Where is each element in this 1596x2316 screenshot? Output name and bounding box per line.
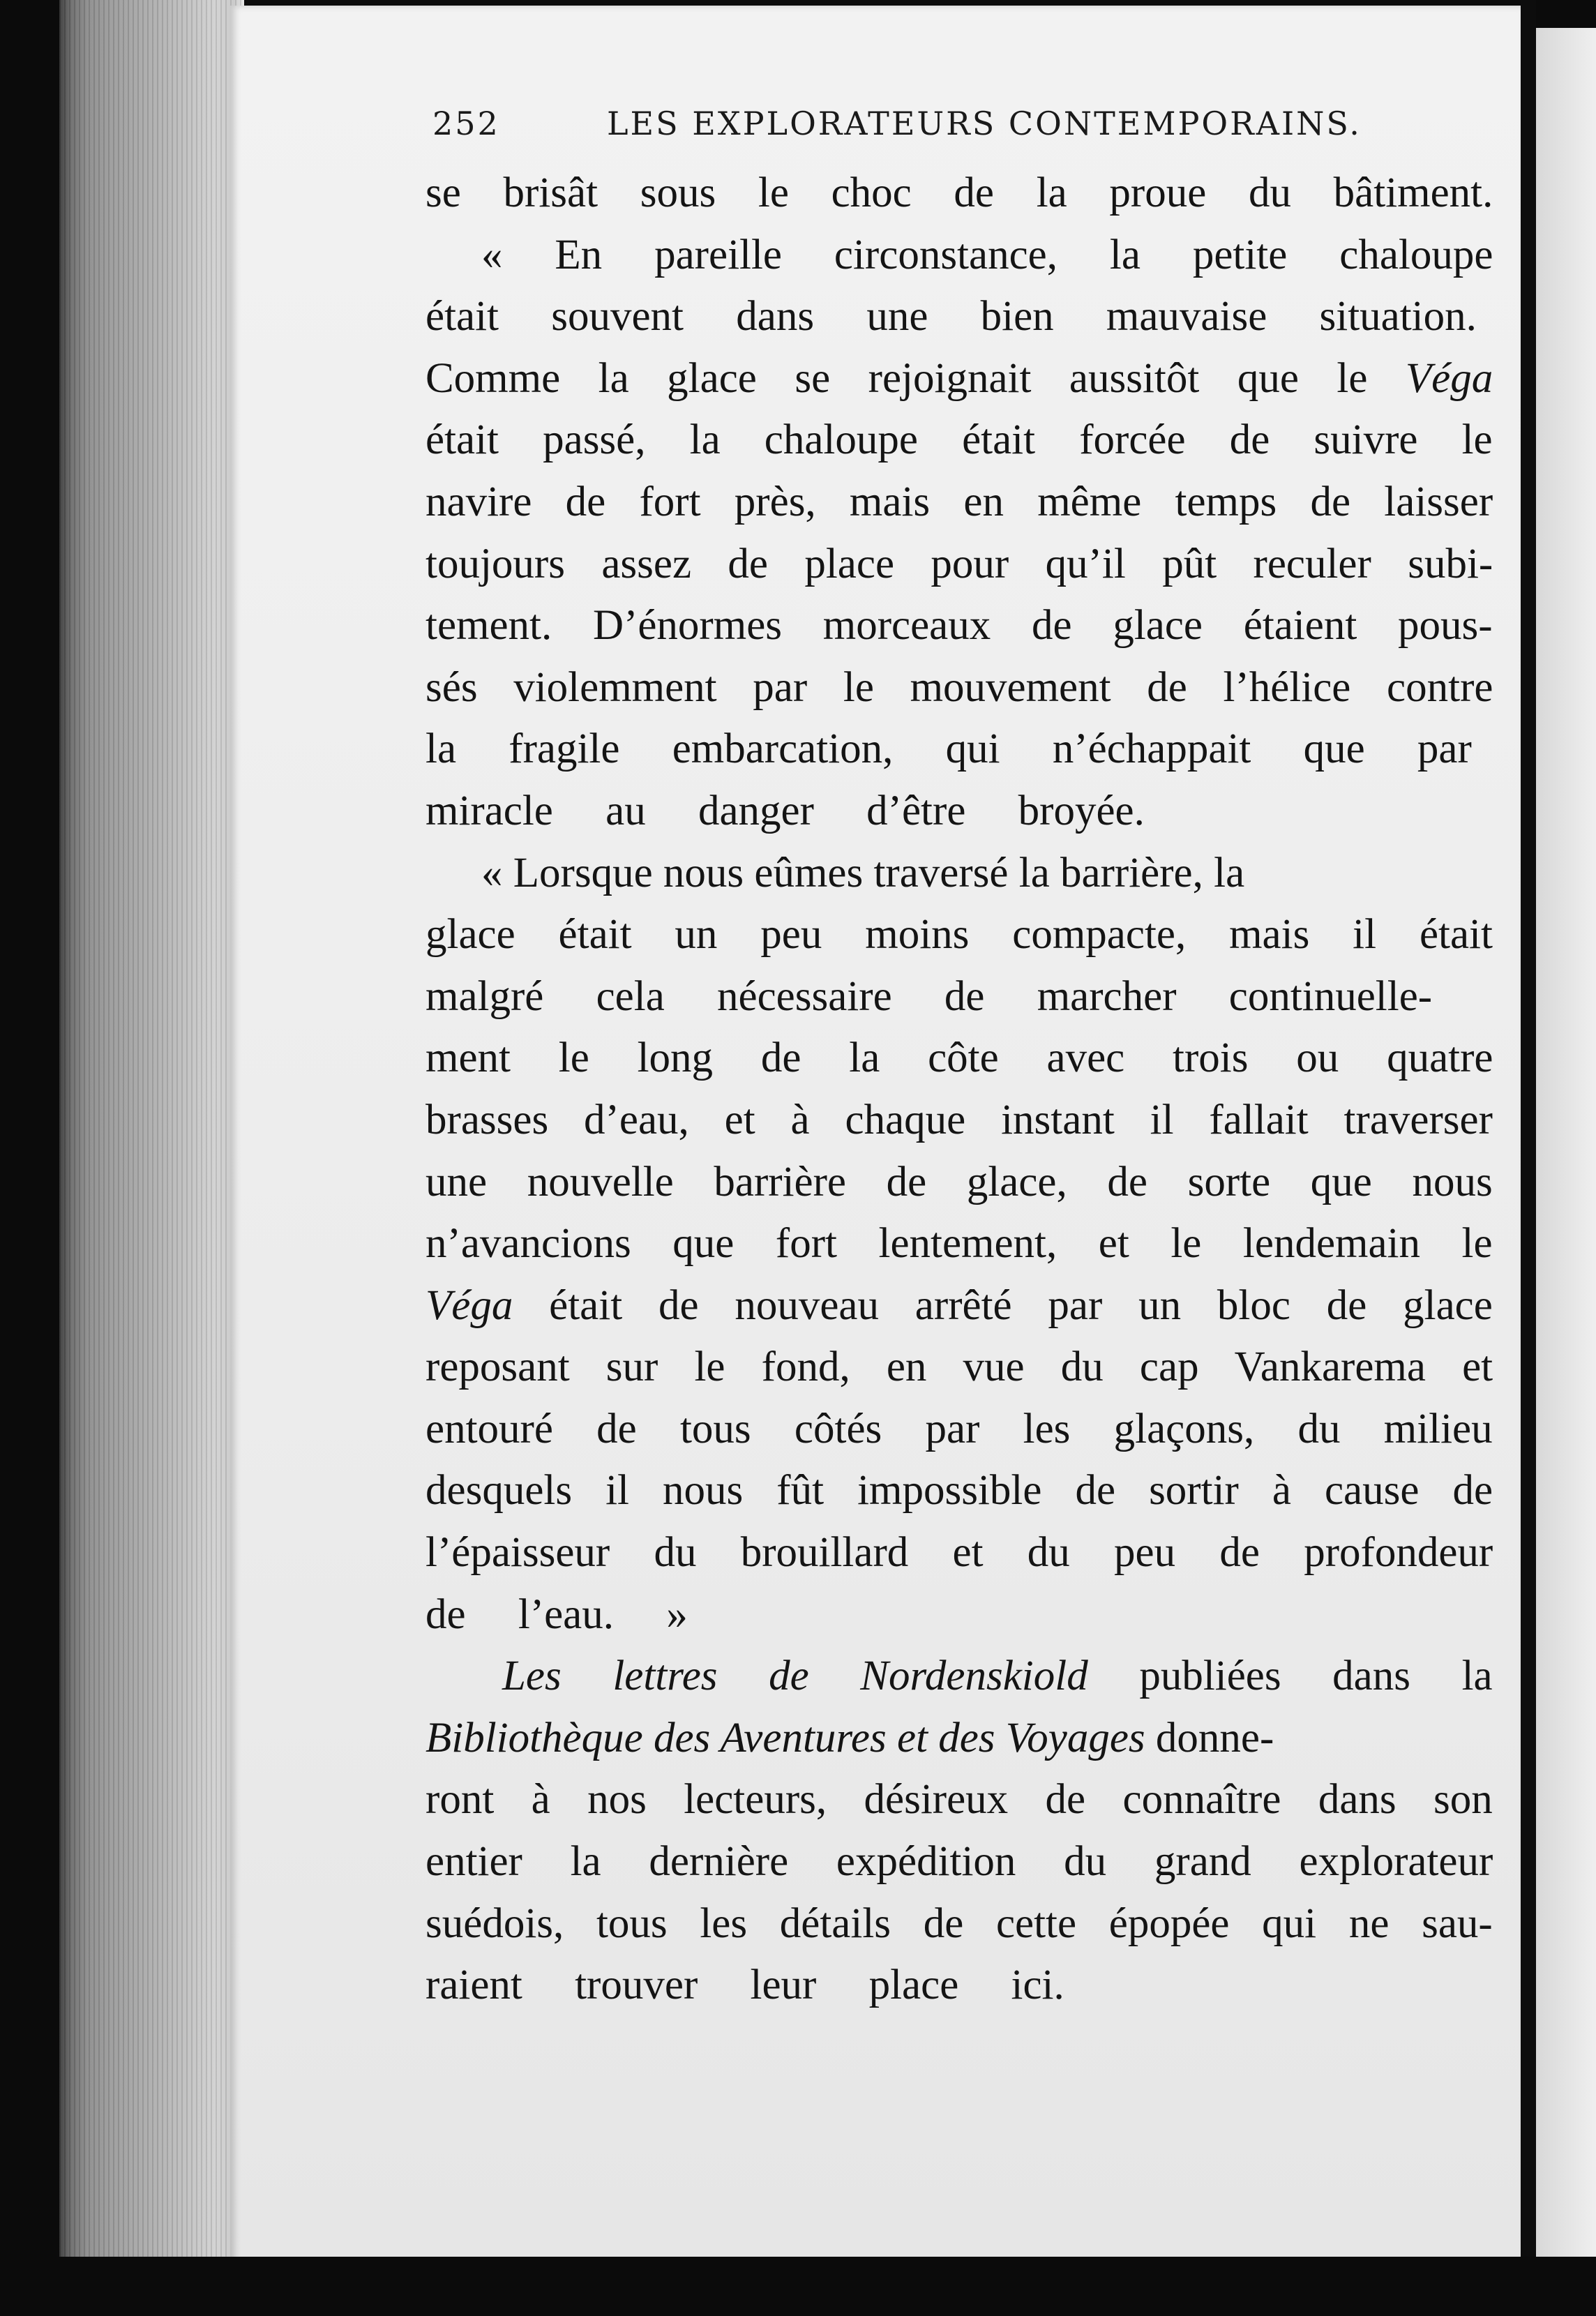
publication-title: Bibliothèque des Aventures et des Voyages [426, 1714, 1145, 1761]
text-line: ment le long de la côte avec trois ou quatre [426, 1035, 1493, 1082]
gutter-shadow [1521, 0, 1536, 2316]
text-line: desquels il nous fût impossible de sortir à cause de [426, 1467, 1493, 1514]
text-line: se brisât sous le choc de la proue du bâtiment. [426, 170, 1493, 216]
text-line: Bibliothèque des Aventures et des Voyages donne- [426, 1714, 1274, 1761]
text-line: de l’eau. » [426, 1591, 688, 1638]
text-line: raient trouver leur place ici. [426, 1962, 1064, 2009]
text-line: sés violemment par le mouvement de l’hélice contre [426, 663, 1493, 711]
text-line: glace était un peu moins compacte, mais il était [426, 911, 1493, 958]
text-line: malgré cela nécessaire de marcher continuelle- [426, 972, 1433, 1020]
text-line: toujours assez de place pour qu’il pût reculer subi- [426, 540, 1493, 587]
text-line: reposant sur le fond, en vue du cap Vankarema et [426, 1344, 1493, 1391]
text-line: l’épaisseur du brouillard et du peu de profondeur [426, 1529, 1493, 1577]
text-line: Les lettres de Nordenskiold publiées dans la [502, 1653, 1493, 1700]
text-line: « En pareille circonstance, la petite chaloupe [481, 231, 1493, 278]
text-line: était passé, la chaloupe était forcée de suivre le [426, 416, 1493, 464]
ship-name: Véga [1405, 354, 1493, 402]
text-line: Comme la glace se rejoignait aussitôt que le Véga [426, 354, 1493, 402]
text-line: miracle au danger d’être broyée. [426, 787, 1145, 834]
text-line: une nouvelle barrière de glace, de sorte que nous [426, 1158, 1493, 1205]
text-line: tement. D’énormes morceaux de glace étaient pous- [426, 602, 1493, 649]
page-stack-edges [59, 0, 244, 2316]
scan-bottom-border [0, 2257, 1596, 2316]
body-text [426, 163, 1493, 2017]
text-line: Véga était de nouveau arrêté par un bloc de glace [426, 1281, 1493, 1329]
text-line: ront à nos lecteurs, désireux de connaître dans son [426, 1776, 1493, 1824]
running-title: LES EXPLORATEURS CONTEMPORAINS. [607, 105, 1362, 142]
facing-page-sliver [1536, 28, 1596, 2260]
author-reference: Les lettres de Nordenskiold [502, 1653, 1088, 1700]
text-line: « Lorsque nous eûmes traversé la barrière, la [481, 849, 1245, 896]
text-line: navire de fort près, mais en même temps de laisser [426, 478, 1493, 525]
ship-name: Véga [426, 1281, 513, 1329]
text-line: suédois, tous les détails de cette épopée qui ne sau- [426, 1900, 1493, 1947]
text-line: n’avancions que fort lentement, et le lendemain le [426, 1220, 1493, 1268]
text-line: brasses d’eau, et à chaque instant il fallait traverser [426, 1096, 1493, 1143]
text-line: entier la dernière expédition du grand explorateur [426, 1838, 1493, 1886]
page-number: 252 [432, 105, 500, 142]
running-header [432, 105, 1493, 153]
text-line: la fragile embarcation, qui n’échappait que par [426, 725, 1472, 773]
text-line: était souvent dans une bien mauvaise situation. [426, 293, 1477, 340]
text-line: entouré de tous côtés par les glaçons, du milieu [426, 1405, 1493, 1452]
